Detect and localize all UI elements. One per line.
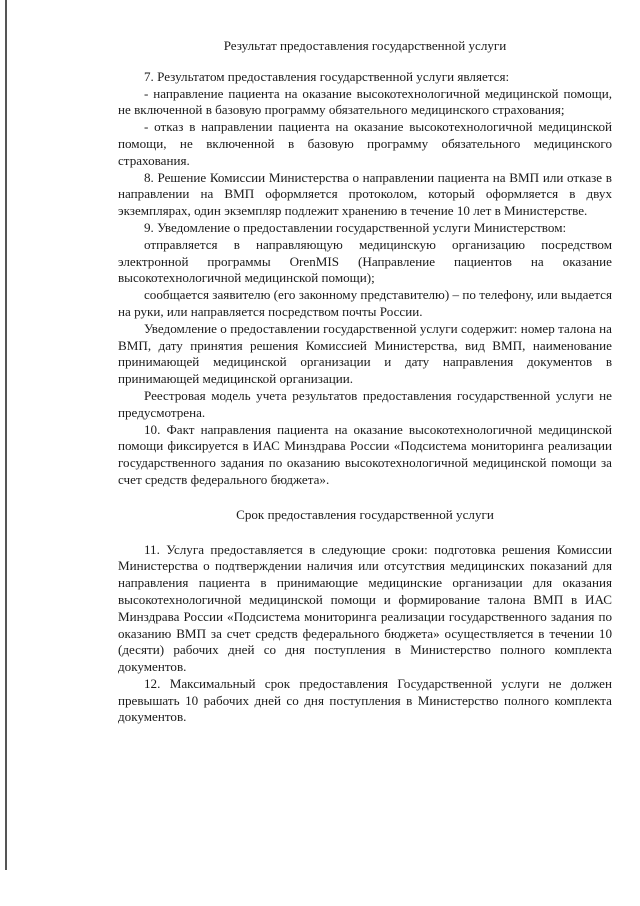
left-margin-line (5, 0, 7, 870)
section-title-term: Срок предоставления государственной услуги (236, 506, 494, 522)
paragraph-7: 7. Результатом предоставления государственной услуги является: (144, 68, 510, 84)
paragraph-10: 10. Факт направления пациента на оказание высокотехнологичной медицинской помощи фиксируется в ИАС Минздрава России «Подсистема мониторинга реализации государственного задания по оказанию высокотехнологичной медицинской помощи за счет средств федерального бюджета». (118, 421, 612, 487)
document-page (118, 38, 612, 726)
paragraph-11: 11. Услуга предоставляется в следующие сроки: подготовка решения Комиссии Министерства о подтверждении наличия или отсутствия медицинских показаний для направления пациента в принимающие медицинские организации для оказания высокотехнологичной медицинской помощи и формирование талона ВМП в ИАС Минздрава России «Подсистема мониторинга реализации государственного задания по оказанию ВМП за счет средств федерального бюджета» осуществляется в течении 10 (десяти) рабочих дней со дня поступления в Министерство полного комплекта документов. (118, 541, 612, 675)
section-title-result: Результат предоставления государственной услуги (223, 38, 507, 53)
paragraph-9: 9. Уведомление о предоставлении государственной услуги Министерством: (144, 219, 567, 235)
paragraph-8: 8. Решение Комиссии Министерства о направлении пациента на ВМП или отказе в направлении на ВМП оформляется протоколом, который оформляется в двух экземплярах, один экземпляр подлежит хранению в течение 10 лет в Министерстве. (118, 169, 612, 219)
list-item-direction: - направление пациента на оказание высокотехнологичной медицинской помощи, не включенной в базовую программу обязательного медицинского страхования; (118, 85, 612, 118)
paragraph-notification-content: Уведомление о предоставлении государственной услуги содержит: номер талона на ВМП, дату принятия решения Комиссией Министерства, вид ВМП, наименование принимающей медицинской организации и дату направления документов в принимающей медицинской организации. (118, 320, 612, 387)
paragraph-9-sent: отправляется в направляющую медицинскую организацию посредством электронной программы OrenMIS (Направление пациентов на оказание высокотехнологичной медицинской помощи); (118, 236, 612, 286)
list-item-refusal: - отказ в направлении пациента на оказание высокотехнологичной медицинской помощи, не включенной в базовую программу обязательного медицинского страхования. (118, 119, 612, 168)
paragraph-12: 12. Максимальный срок предоставления Государственной услуги не должен превышать 10 рабочих дней со дня поступления в Министерство полного комплекта документов. (118, 675, 612, 725)
paragraph-registry-model: Реестровая модель учета результатов предоставления государственной услуги не предусмотрена. (118, 387, 612, 420)
paragraph-9-informed: сообщается заявителю (его законному представителю) – по телефону, или выдается на руки, или направляется посредством почты России. (118, 287, 612, 319)
